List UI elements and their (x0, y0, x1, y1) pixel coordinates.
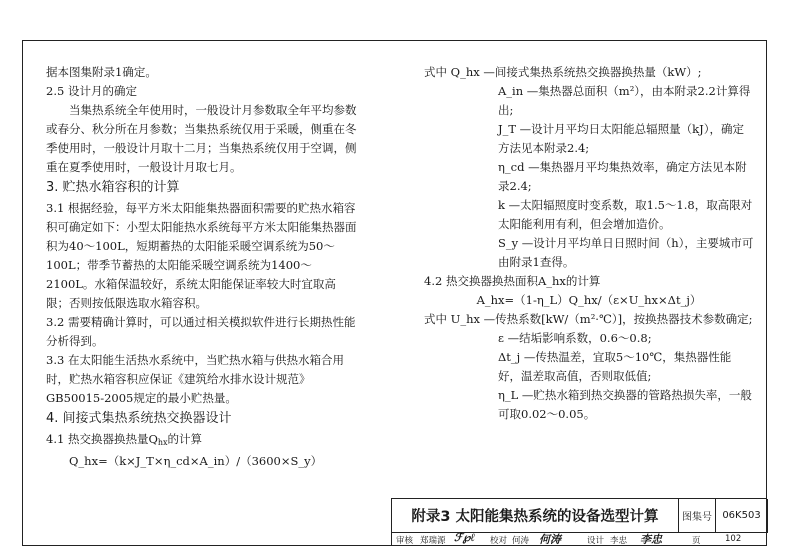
design-label: 设计 (587, 536, 605, 546)
signature-row (392, 533, 768, 547)
left-column (46, 63, 358, 471)
section-3-heading: 3. 贮热水箱容积的计算 (46, 180, 180, 195)
where-epsilon: ε —结垢影响系数，0.6～0.8; (498, 331, 652, 345)
checker-signature: 何涛 (539, 533, 561, 546)
reviewer-name: 郑瑞源 (420, 536, 446, 546)
section-2-5-body: 当集热系统全年使用时，一般设计月参数取全年平均参数或春分、秋分所在月参数；当集热系统仅用于采暖，侧重在冬季使用时，一般设计月取十二月；当集热系统仅用于空调，侧重在夏季使用时，一般设计月取七月。 (46, 103, 357, 174)
designer-name: 李忠 (610, 536, 628, 546)
formula-ahx: A_hx=（1-η_L）Q_hx/（ε×U_hx×Δt_j） (476, 293, 702, 307)
formula-qhx: Q_hx=（k×J_T×η_cd×A_in）/（3600×S_y） (69, 454, 323, 468)
reviewer-signature: ℱ℘ℓ (454, 531, 476, 544)
where-eta-cd: η_cd —集热器月平均集热效率，确定方法见本附录2.4; (498, 160, 747, 193)
checker-name: 何涛 (512, 536, 530, 546)
section-3-2-body: 3.2 需要精确计算时，可以通过相关模拟软件进行长期热性能分析得到。 (46, 315, 356, 348)
page-number: 102 (725, 534, 742, 544)
where-sy: S_y —设计月平均单日日照时间（h），主要城市可由附录1查得。 (498, 236, 754, 269)
section-3-3-body: 3.3 在太阳能生活热水系统中，当贮热水箱与供热水箱合用时，贮热水箱容积应保证《建筑给水排水设计规范》GB50015-2005规定的最小贮热量。 (46, 353, 344, 405)
where-k: k —太阳辐照度时变系数，取1.5～1.8，取高限对太阳能利用有利，但会增加造价。 (498, 198, 753, 231)
right-column (424, 63, 754, 424)
section-4-2-title: 4.2 热交换器换热面积A_hx的计算 (424, 274, 601, 288)
where-jt: J_T —设计月平均日太阳能总辐照量（kJ），确定方法见本附录2.4; (498, 122, 745, 155)
title-block (391, 498, 767, 546)
section-2-5-title: 2.5 设计月的确定 (46, 84, 137, 98)
page-label: 页 (692, 536, 701, 546)
review-label: 审核 (396, 536, 414, 546)
check-label: 校对 (490, 536, 508, 546)
designer-signature: 李忠 (640, 533, 662, 546)
section-4-heading: 4. 间接式集热系统热交换器设计 (46, 411, 232, 426)
section-3-1-body: 3.1 根据经验，每平方米太阳能集热器面积需要的贮热水箱容积可确定如下：小型太阳能热水系统每平方米太阳能集热器面积为40～100L，短期蓄热的太阳能采暖空调系统为50～100L；带季节蓄热的太阳能采暖空调系统为1400～2100L。水箱保温较好，系统太阳能保证率较大时宜取高限；否则按低限选取水箱容积。 (46, 201, 357, 310)
drawing-title: 附录3 太阳能集热系统的设备选型计算 (392, 499, 679, 533)
atlas-label: 图集号 (679, 499, 716, 533)
where-qhx: 式中 Q_hx —间接式集热系统热交换器换热量（kW）; (424, 65, 702, 79)
atlas-number: 06K503 (716, 499, 768, 533)
where-eta-l: η_L —贮热水箱到热交换器的管路热损失率，一般可取0.02～0.05。 (498, 388, 752, 421)
where-delta-t: Δt_j —传热温差，宜取5～10℃，集热器性能好，温差取高值，否则取低值; (498, 350, 732, 383)
section-4-1-title: 4.1 热交换器换热量$Q_{hx}$的计算 (46, 432, 203, 447)
where-ain: A_in —集热器总面积（m²），由本附录2.2计算得出; (498, 84, 751, 117)
where-uhx: 式中 U_hx —传热系数[kW/（m²·℃）]，按换热器技术参数确定; (424, 312, 753, 326)
text-line: 据本图集附录1确定。 (46, 65, 157, 79)
